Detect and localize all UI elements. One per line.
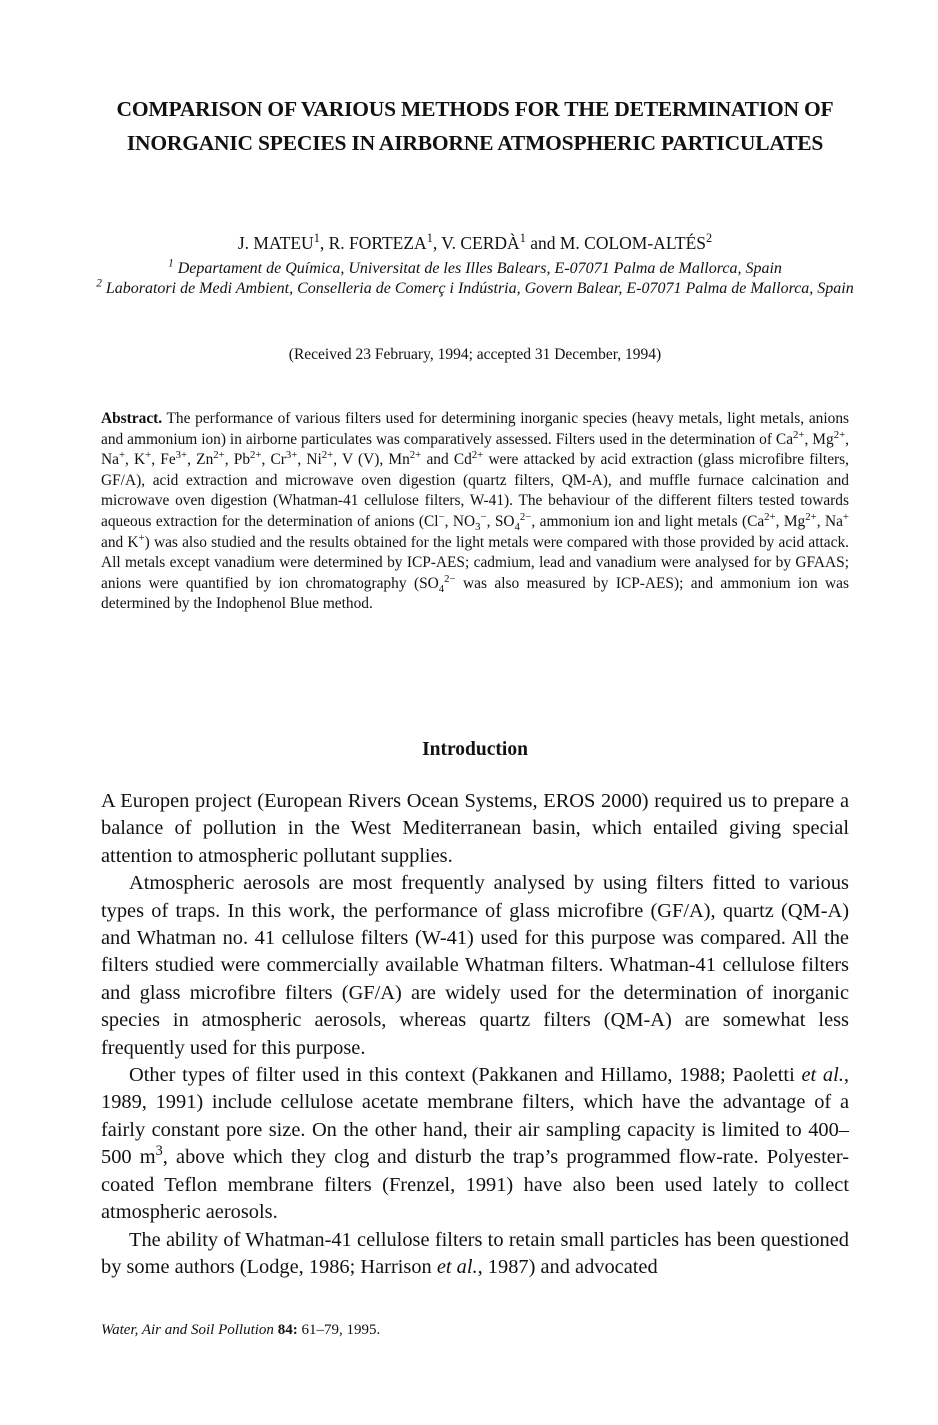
charge-superscript: 2+: [250, 449, 262, 462]
affiliation-marker: 1: [313, 231, 320, 246]
abstract-text: were attacked by acid extraction (glass microfibre filters, GF/A), acid extraction and microwave oven digestion (quartz filters, QM-A), and muffle furnace calcination and microwave oven digestion (Whatman-41 cellulose filters, W-41). The behaviour of the different filters tested towards aqueous extraction for the determination of anions (Cl: [101, 451, 849, 530]
affiliation-1: [90, 258, 860, 279]
abstract-text: , NO: [444, 512, 476, 530]
received-dates: (Received 23 February, 1994; accepted 31 December, 1994): [288, 346, 662, 363]
author-name: J. MATEU: [237, 233, 314, 253]
abstract-text: , Pb: [224, 451, 251, 469]
abstract-text: , Cr: [261, 451, 286, 469]
charge-superscript: 2+: [805, 510, 817, 523]
author-name: , R. FORTEZA: [319, 233, 427, 253]
charge-superscript: −: [480, 510, 487, 523]
journal-name: Water, Air and Soil Pollution: [101, 1322, 274, 1338]
affiliation-marker: 2: [706, 231, 713, 246]
paragraph: A Europen project (European Rivers Ocean Systems, EROS 2000) required us to prepare a balance of pollution in the West Mediterranean basin, which entailed giving special attention to atmospheric pollutant supplies.: [101, 790, 849, 867]
charge-superscript: 2+: [471, 449, 484, 462]
paragraph-text: Other types of filter used in this context (Pakkanen and Hillamo, 1988; Paoletti: [129, 1064, 802, 1087]
charge-superscript: +: [118, 449, 126, 462]
charge-superscript: +: [145, 449, 152, 462]
paragraph-text: , 1987) and advocated: [477, 1255, 658, 1278]
paragraph: [101, 1062, 849, 1226]
abstract-text: , Zn: [187, 451, 214, 469]
abstract-text: , V (V), Mn: [333, 451, 410, 469]
paragraph: [101, 1227, 849, 1282]
journal-volume: 84:: [277, 1322, 298, 1338]
charge-superscript: +: [842, 510, 849, 523]
unit-superscript: 3: [155, 1143, 163, 1160]
abstract-text: , K: [125, 451, 146, 469]
paragraph-text: , 1989, 1991) include cellulose acetate membrane filters, which have the advantage of a fairly constant pore size. On the other hand, their air sampling capacity is limited to 400–500 m: [101, 1064, 849, 1169]
charge-superscript: 3+: [175, 449, 188, 462]
paragraph: Atmospheric aerosols are most frequently analysed by using filters fitted to various types of traps. In this work, the performance of glass microfibre (GF/A), quartz (QM-A) and Whatman no. 41 cellulose filters (W-41) used for this purpose was compared. All the filters studied were commercially available Whatman filters. Whatman-41 cellulose filters and glass microfibre filters (GF/A) are widely used for the determination of inorganic species in atmospheric aerosols, whereas quartz filters (QM-A) are somewhat less frequently used for this purpose.: [101, 872, 849, 1059]
charge-superscript: 2−: [444, 572, 456, 585]
abstract-text: ) was also studied and the results obtained for the light metals were compared with those provided by acid attack. All metals except vanadium were determined by ICP-AES; cadmium, lead and vanadium were analysed for by GFAAS; anions were quantified by ion chromatography (SO: [101, 533, 849, 592]
affiliation-marker: 1: [519, 231, 526, 246]
charge-superscript: 2+: [321, 449, 334, 462]
abstract-text: , Na: [816, 512, 843, 530]
abstract-text: and Cd: [421, 451, 472, 469]
charge-superscript: 2+: [833, 428, 846, 441]
author-name: and M. COLOM-ALTÉS: [525, 233, 707, 253]
charge-superscript: 2+: [213, 449, 225, 462]
paper-title: COMPARISON OF VARIOUS METHODS FOR THE DETERMINATION OF INORGANIC SPECIES IN AIRBORNE ATMOSPHERIC PARTICULATES: [116, 97, 834, 155]
abstract-text: , Fe: [151, 451, 176, 469]
abstract-text: , Ni: [297, 451, 322, 469]
charge-superscript: 2−: [519, 510, 532, 523]
charge-superscript: 3+: [285, 449, 298, 462]
abstract-text: , Mg: [775, 512, 806, 530]
paragraph-text: , above which they clog and disturb the trap’s programmed flow-rate. Polyester-coated Teflon membrane filters (Frenzel, 1991) have also been used lately to collect atmospheric aerosols.: [101, 1146, 849, 1224]
abstract-text: The performance of various filters used for determining inorganic species (heavy metals, light metals, anions and ammonium ion) in airborne particulates was comparatively assessed. Filters used in the determination of Ca: [101, 410, 849, 448]
charge-superscript: 2+: [793, 428, 805, 441]
affiliation-number: 1: [168, 257, 174, 270]
abstract-text: and K: [101, 533, 139, 551]
charge-superscript: −: [438, 510, 445, 523]
body-text: [101, 788, 849, 1281]
affiliation-2: [90, 278, 860, 299]
abstract-text: , Mg: [804, 430, 834, 448]
charge-superscript: +: [138, 531, 145, 544]
paragraph-text: The ability of Whatman-41 cellulose filters to retain small particles has been questioned by some authors (Lodge, 1986; Harrison: [101, 1228, 849, 1278]
journal-pages: 61–79, 1995.: [297, 1322, 381, 1338]
charge-superscript: 2+: [764, 510, 776, 523]
affiliation-number: 2: [96, 277, 102, 290]
affiliation-text: Laboratori de Medi Ambient, Conselleria de Comerç i Indústria, Govern Balear, E-07071 Palma de Mallorca, Spain: [105, 280, 854, 297]
affiliation-text: Departament de Química, Universitat de les Illes Balears, E-07071 Palma de Mallorca, Spain: [177, 260, 782, 277]
citation-etal: et al.: [801, 1064, 844, 1087]
author-name: , V. CERDÀ: [432, 233, 520, 253]
section-heading: Introduction: [422, 739, 528, 760]
affiliation-marker: 1: [426, 231, 433, 246]
abstract-text: , ammonium ion and light metals (Ca: [531, 512, 765, 530]
abstract: [101, 409, 849, 615]
abstract-text: was also measured by ICP-AES); and ammonium ion was determined by the Indophenol Blue method.: [101, 574, 849, 613]
journal-footer: [101, 1320, 380, 1340]
citation-etal: et al.: [436, 1255, 478, 1278]
formula-subscript: 4: [438, 582, 445, 595]
author-list: [60, 232, 890, 254]
formula-subscript: 4: [514, 521, 520, 534]
formula-subscript: 3: [475, 521, 481, 534]
charge-superscript: 2+: [409, 449, 422, 462]
abstract-text: , SO: [486, 512, 515, 530]
abstract-text: , Na: [101, 430, 850, 469]
abstract-label: Abstract.: [101, 410, 163, 427]
